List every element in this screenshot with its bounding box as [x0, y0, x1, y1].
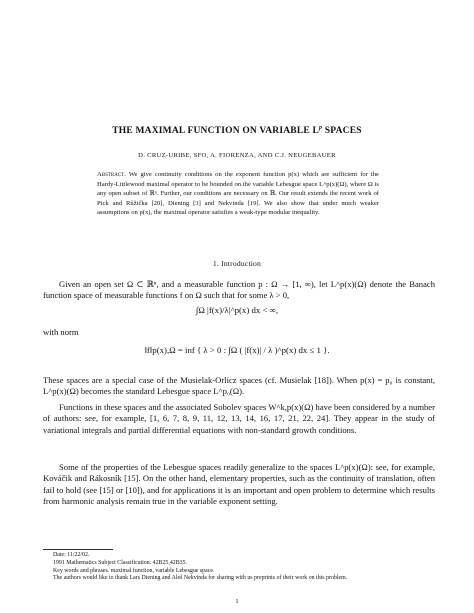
- page-number: 1: [235, 598, 239, 605]
- authors-line: D. CRUZ-URIBE, SFO, A. FIORENZA, AND C.J. NEUGEBAUER: [138, 152, 336, 159]
- section-heading: 1. Introduction: [212, 259, 262, 268]
- paper-title: THE MAXIMAL FUNCTION ON VARIABLE $L^p$ SPACES: [112, 125, 362, 137]
- paragraph-2: with norm: [43, 327, 79, 337]
- footnote-keywords: Key words and phrases. maximal function, variable Lebesgue space.: [53, 567, 215, 574]
- footnote-msc: 1991 Mathematics Subject Classification. 42B25,42B35.: [53, 559, 187, 566]
- paragraph-5: Some of the properties of the Lebesgue spaces readily generalize to the spaces L^p(x)(Ω): see, for example, Kováčik and Rákosník [15]. On the other hand, elementary properties, such as the continuity of translation, often fail to hold (see [15] or [10]), and for applications it is an important and open problem to determine which results from harmonic analysis remain true in the variable exponent setting.: [43, 462, 435, 507]
- footnote-date: Date: 11/22/02.: [53, 552, 90, 558]
- paragraph-3: These spaces are a special case of the Musielak-Orlicz spaces (cf. Musielak [18]). When p(x) = p₀ is constant, L^p(x)(Ω) becomes the standard Lebesgue space L^p₀(Ω).: [43, 375, 435, 397]
- abstract: [97, 170, 379, 218]
- equation-integral: ∫Ω |f(x)/λ|^p(x) dx < ∞,: [195, 305, 279, 315]
- paragraph-1: Given an open set Ω ⊂ ℝⁿ, and a measurable function p : Ω → [1, ∞), let L^p(x)(Ω) denote the Banach function space of measurable functions f on Ω such that for some λ > 0,: [43, 279, 435, 301]
- footnotes: [43, 552, 435, 583]
- abstract-label: Abstract.: [97, 171, 126, 178]
- equation-norm: ‖f‖p(x),Ω = inf { λ > 0 : ∫Ω ( |f(x)| / λ )^p(x) dx ≤ 1 }.: [144, 345, 330, 355]
- abstract-text: We give continuity conditions on the exponent function p(x) which are sufficient for the Hardy-Littlewood maximal operator to be bounded on the variable Lebesgue space L^p(x)(Ω), where Ω is any open subset of ℝⁿ. Further, our conditions are necessary on ℝ. Our result extends the recent work of Pick and Růžička [20], Diening [3] and Nekvinda [19]. We also show that under much weaker assumptions on p(x), the maximal operator satisfies a weak-type modular inequality.: [97, 171, 379, 217]
- footnote-rule: [43, 549, 113, 550]
- footnote-thanks: The authors would like to thank Lars Diening and Aleš Nekvinda for sharing with us preprints of their work on this problem.: [53, 575, 348, 582]
- paragraph-4: Functions in these spaces and the associated Sobolev spaces W^k,p(x)(Ω) have been considered by a number of authors: see, for example, [1, 6, 7, 8, 9, 11, 12, 13, 14, 16, 17, 21, 22, 24]. They appear in the study of variational integrals and partial differential equations with non-standard growth conditions.: [43, 402, 435, 435]
